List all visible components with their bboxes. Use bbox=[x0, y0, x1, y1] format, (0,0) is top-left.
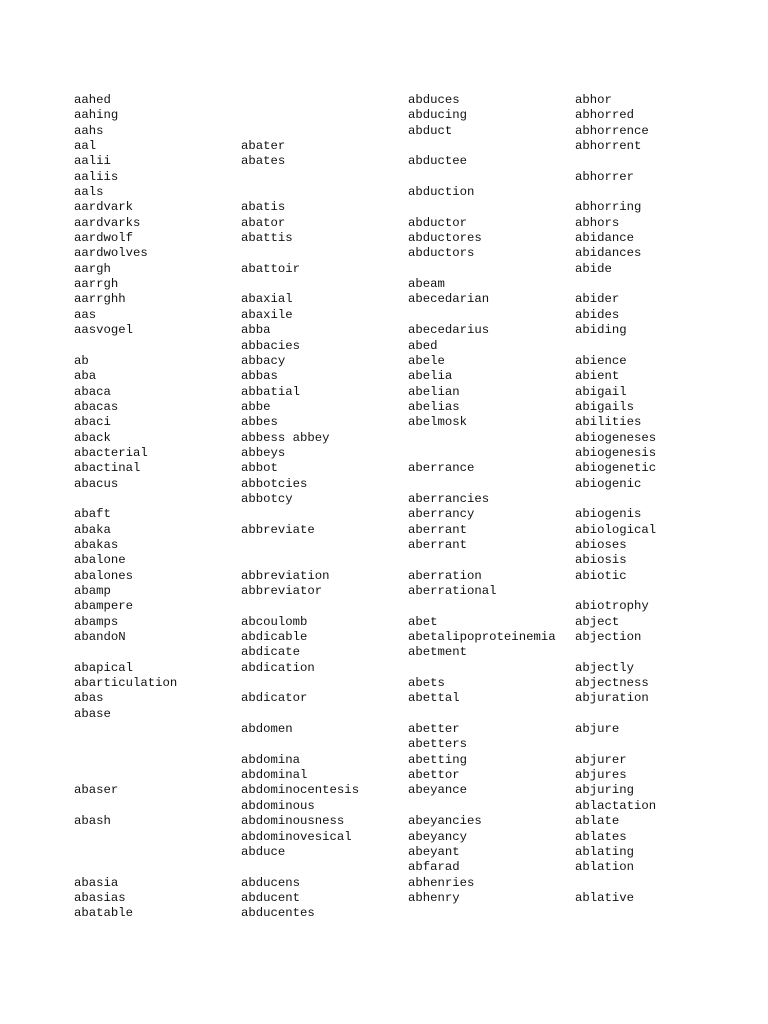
word-entry: abjuration bbox=[575, 691, 649, 706]
word-entry: abasia bbox=[74, 875, 119, 890]
word-entry: abeam bbox=[408, 277, 445, 292]
word-entry: abbeys bbox=[241, 445, 286, 460]
word-entry: abiotrophy bbox=[575, 599, 649, 614]
word-entry bbox=[575, 584, 745, 599]
word-entry: abdominal bbox=[241, 768, 308, 783]
word-entry: aberration bbox=[408, 568, 482, 583]
word-entry: abducing bbox=[408, 108, 468, 123]
word-entry: abactinal bbox=[74, 461, 141, 476]
word-entry: abasias bbox=[74, 890, 126, 905]
word-entry bbox=[241, 737, 407, 752]
word-entry: abampere bbox=[74, 599, 134, 614]
word-entry: abakas bbox=[74, 537, 119, 552]
word-entry: abcoulomb bbox=[241, 614, 308, 629]
word-entry: aahs bbox=[74, 123, 104, 138]
word-entry: aaliis bbox=[74, 169, 119, 184]
word-entry bbox=[575, 154, 745, 169]
word-entry: abetment bbox=[408, 645, 468, 660]
word-entry: abbas bbox=[241, 369, 278, 384]
word-entry: abeyancies bbox=[408, 814, 482, 829]
word-entry bbox=[74, 753, 240, 768]
word-entry bbox=[575, 876, 745, 891]
word-entry bbox=[241, 185, 407, 200]
word-entry: abettor bbox=[408, 768, 460, 783]
word-entry: abapical bbox=[74, 660, 134, 675]
word-entry: abidance bbox=[575, 231, 635, 246]
word-entry: ab bbox=[74, 353, 89, 368]
word-entry: abjurer bbox=[575, 752, 627, 767]
word-entry: abeyant bbox=[408, 844, 460, 859]
word-entry bbox=[408, 799, 574, 814]
word-entry bbox=[408, 477, 574, 492]
word-entry: abdominovesical bbox=[241, 829, 352, 844]
word-entry: abbreviator bbox=[241, 584, 323, 598]
word-entry: ablate bbox=[575, 814, 620, 829]
word-entry: abbotcy bbox=[241, 491, 293, 506]
word-entry: abbe bbox=[241, 399, 271, 414]
word-entry bbox=[241, 599, 407, 614]
word-entry: abbot bbox=[241, 461, 278, 476]
word-entry: abbess abbey bbox=[241, 430, 330, 445]
word-entry: aberrance bbox=[408, 461, 475, 476]
word-entry: abalone bbox=[74, 553, 126, 568]
word-entry: abdomen bbox=[241, 722, 293, 737]
word-entry: abducentes bbox=[241, 906, 315, 921]
word-column-3 bbox=[408, 93, 574, 906]
word-entry: abducent bbox=[241, 890, 301, 905]
word-entry bbox=[241, 170, 407, 185]
word-entry: ablative bbox=[575, 890, 635, 905]
word-entry bbox=[241, 676, 407, 691]
word-entry: abhorred bbox=[575, 108, 635, 123]
word-entry: aberrant bbox=[408, 537, 468, 552]
word-column-4 bbox=[575, 93, 745, 906]
word-entry: abetters bbox=[408, 737, 468, 752]
word-entry: abelian bbox=[408, 384, 460, 399]
word-entry bbox=[408, 707, 574, 722]
word-entry: abetalipoproteinemia bbox=[408, 630, 556, 645]
word-entry: abed bbox=[408, 338, 438, 353]
word-entry bbox=[74, 799, 240, 814]
word-entry bbox=[74, 722, 240, 737]
word-entry: abash bbox=[74, 814, 111, 829]
word-entry: aardvark bbox=[74, 200, 134, 215]
word-entry bbox=[408, 262, 574, 277]
word-entry: ablactation bbox=[575, 798, 657, 813]
word-entry bbox=[74, 845, 240, 860]
word-entry bbox=[74, 830, 240, 845]
word-entry: abecedarian bbox=[408, 292, 490, 307]
word-entry: abiogenis bbox=[575, 507, 642, 522]
word-entry: abaci bbox=[74, 415, 111, 430]
word-entry: abductor bbox=[408, 215, 468, 230]
word-entry bbox=[74, 339, 240, 354]
word-entry: abelias bbox=[408, 399, 460, 414]
word-entry: abjectly bbox=[575, 660, 635, 675]
word-entry: abiotic bbox=[575, 568, 627, 583]
word-entry bbox=[408, 200, 574, 215]
word-entry: abductors bbox=[408, 246, 475, 261]
word-entry: aargh bbox=[74, 261, 111, 276]
word-entry bbox=[575, 737, 745, 752]
word-entry: abduction bbox=[408, 185, 475, 200]
word-entry: abduces bbox=[408, 93, 460, 107]
word-entry: abbacies bbox=[241, 338, 301, 353]
word-entry bbox=[241, 860, 407, 875]
word-entry: abator bbox=[241, 215, 286, 230]
word-entry bbox=[408, 139, 574, 154]
word-entry: abiding bbox=[575, 323, 627, 338]
word-entry: aberrancies bbox=[408, 491, 490, 506]
word-entry: ablation bbox=[575, 860, 635, 875]
word-entry: abele bbox=[408, 353, 445, 368]
word-entry bbox=[241, 246, 407, 261]
word-column-1 bbox=[74, 93, 240, 922]
word-entry: abelia bbox=[408, 369, 453, 384]
word-entry: abbacy bbox=[241, 353, 286, 368]
word-entry: abdominocentesis bbox=[241, 783, 360, 798]
word-entry: aahing bbox=[74, 108, 119, 123]
word-entry: abide bbox=[575, 261, 612, 276]
word-entry bbox=[241, 277, 407, 292]
word-entry bbox=[408, 661, 574, 676]
word-entry: aardvarks bbox=[74, 215, 141, 230]
word-entry: abandoN bbox=[74, 630, 126, 645]
word-entry bbox=[575, 707, 745, 722]
word-entry bbox=[241, 507, 407, 522]
word-entry: aardwolves bbox=[74, 246, 148, 261]
word-entry: abaxile bbox=[241, 307, 293, 322]
word-entry: abjure bbox=[575, 722, 620, 737]
word-entry bbox=[241, 553, 407, 568]
word-entry: abider bbox=[575, 292, 620, 307]
word-entry: aahed bbox=[74, 93, 111, 107]
word-entry: abiogenetic bbox=[575, 461, 657, 476]
word-entry: abduce bbox=[241, 844, 286, 859]
word-entry: abalones bbox=[74, 568, 134, 583]
word-entry: abject bbox=[575, 614, 620, 629]
word-entry: abaft bbox=[74, 507, 111, 522]
word-entry: abacas bbox=[74, 399, 119, 414]
word-entry bbox=[241, 707, 407, 722]
word-entry: aalii bbox=[74, 154, 111, 169]
word-entry: abigail bbox=[575, 384, 627, 399]
word-entry: abaxial bbox=[241, 292, 293, 307]
word-entry: abase bbox=[74, 706, 111, 721]
word-entry: abdominous bbox=[241, 798, 315, 813]
word-entry: abiogenic bbox=[575, 476, 642, 491]
word-entry: aberrational bbox=[408, 584, 497, 598]
word-entry: abbreviation bbox=[241, 568, 330, 583]
word-entry bbox=[241, 93, 407, 108]
word-entry: abiogenesis bbox=[575, 445, 657, 460]
word-entry: abdominousness bbox=[241, 814, 345, 829]
word-entry: abbreviate bbox=[241, 522, 315, 537]
word-entry: abiosis bbox=[575, 553, 627, 568]
word-entry: abioses bbox=[575, 537, 627, 552]
word-entry: abilities bbox=[575, 415, 642, 430]
word-entry: abbes bbox=[241, 415, 278, 430]
word-entry: abhenries bbox=[408, 875, 475, 890]
word-entry: aberrancy bbox=[408, 507, 475, 522]
word-entry: abiological bbox=[575, 522, 657, 537]
word-entry: abduct bbox=[408, 123, 453, 138]
word-entry: abhorring bbox=[575, 200, 642, 215]
word-entry: abhorrer bbox=[575, 169, 635, 184]
word-entry: abeyancy bbox=[408, 829, 468, 844]
word-entry: abdicate bbox=[241, 645, 301, 660]
word-entry: aas bbox=[74, 307, 97, 322]
word-entry: abaser bbox=[74, 783, 119, 798]
word-entry: abas bbox=[74, 691, 104, 706]
word-entry: aback bbox=[74, 430, 111, 445]
word-entry: abductores bbox=[408, 231, 482, 246]
word-entry: abelmosk bbox=[408, 415, 468, 430]
word-entry: abjures bbox=[575, 768, 627, 783]
word-entry: abetter bbox=[408, 722, 460, 737]
word-entry: abacterial bbox=[74, 445, 148, 460]
word-entry bbox=[74, 737, 240, 752]
word-entry: abamps bbox=[74, 614, 119, 629]
word-entry: abamp bbox=[74, 584, 111, 598]
word-entry: abates bbox=[241, 154, 286, 169]
word-entry bbox=[408, 446, 574, 461]
word-entry: aarrghh bbox=[74, 292, 126, 307]
word-entry: abatis bbox=[241, 200, 286, 215]
word-entry: abdicable bbox=[241, 630, 308, 645]
word-entry: abducens bbox=[241, 875, 301, 890]
word-column-2 bbox=[241, 93, 407, 922]
word-entry bbox=[74, 768, 240, 783]
word-entry: abets bbox=[408, 676, 445, 691]
word-entry: abecedarius bbox=[408, 323, 490, 338]
word-entry: abba bbox=[241, 323, 271, 338]
word-entry: abdication bbox=[241, 660, 315, 675]
word-entry: abiogeneses bbox=[575, 430, 657, 445]
word-entry: abhorrence bbox=[575, 123, 649, 138]
word-entry: abductee bbox=[408, 154, 468, 169]
word-entry: abarticulation bbox=[74, 676, 178, 691]
word-entry: aal bbox=[74, 139, 97, 154]
word-entry: abdicator bbox=[241, 691, 308, 706]
word-entry: abjectness bbox=[575, 676, 649, 691]
word-entry bbox=[241, 538, 407, 553]
word-entry bbox=[74, 860, 240, 875]
word-entry bbox=[408, 599, 574, 614]
word-entry bbox=[575, 277, 745, 292]
word-entry bbox=[575, 185, 745, 200]
word-entry: abattis bbox=[241, 231, 293, 246]
word-entry: abjection bbox=[575, 630, 642, 645]
word-entry: aarrgh bbox=[74, 277, 119, 292]
word-entry: abacus bbox=[74, 476, 119, 491]
word-entry: abigails bbox=[575, 399, 635, 414]
word-entry: abhor bbox=[575, 93, 612, 107]
word-entry: abattoir bbox=[241, 261, 301, 276]
word-entry: aals bbox=[74, 185, 104, 200]
word-entry: abjuring bbox=[575, 783, 635, 798]
word-entry bbox=[575, 645, 745, 660]
word-entry bbox=[408, 308, 574, 323]
word-entry bbox=[74, 645, 240, 660]
word-entry: abater bbox=[241, 139, 286, 154]
word-entry: abatable bbox=[74, 906, 134, 921]
word-entry bbox=[575, 492, 745, 507]
word-entry: abaca bbox=[74, 384, 111, 399]
word-entry bbox=[408, 170, 574, 185]
word-entry: aberrant bbox=[408, 522, 468, 537]
word-entry: abdomina bbox=[241, 752, 301, 767]
word-entry bbox=[74, 492, 240, 507]
word-entry: abides bbox=[575, 307, 620, 322]
word-entry: abhenry bbox=[408, 890, 460, 905]
word-entry: abient bbox=[575, 369, 620, 384]
word-entry bbox=[408, 553, 574, 568]
word-entry: abhorrent bbox=[575, 139, 642, 154]
word-entry: abaka bbox=[74, 522, 111, 537]
word-entry: aasvogel bbox=[74, 323, 134, 338]
word-entry: abidances bbox=[575, 246, 642, 261]
word-entry: abhors bbox=[575, 215, 620, 230]
word-entry: aba bbox=[74, 369, 97, 384]
word-entry: ablates bbox=[575, 829, 627, 844]
word-entry bbox=[241, 124, 407, 139]
word-entry bbox=[241, 108, 407, 123]
word-entry bbox=[408, 431, 574, 446]
word-entry: abbatial bbox=[241, 384, 301, 399]
word-entry: aardwolf bbox=[74, 231, 134, 246]
word-entry: abetting bbox=[408, 752, 468, 767]
word-entry: abience bbox=[575, 353, 627, 368]
word-entry: abet bbox=[408, 614, 438, 629]
word-entry: abfarad bbox=[408, 860, 460, 875]
word-entry: abeyance bbox=[408, 783, 468, 798]
word-entry: abbotcies bbox=[241, 476, 308, 491]
word-entry bbox=[575, 339, 745, 354]
word-entry: abettal bbox=[408, 691, 460, 706]
word-entry: ablating bbox=[575, 844, 635, 859]
